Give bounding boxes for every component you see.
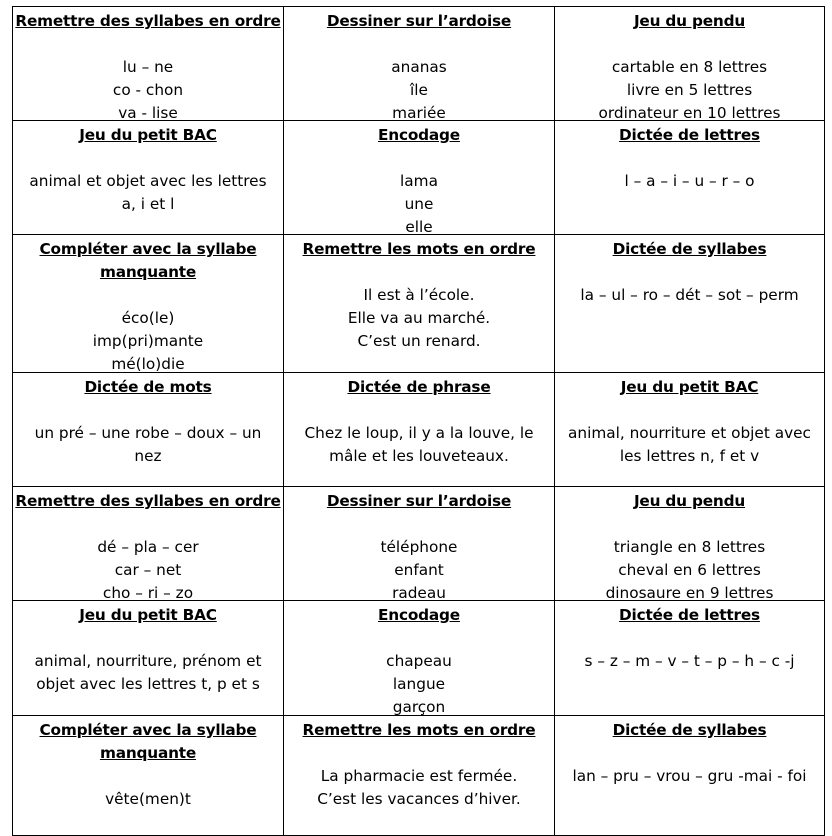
activity-item: lama: [400, 172, 438, 190]
activity-cell-dictee-de-phrase: [284, 373, 555, 487]
activity-item: cartable en 8 lettres: [611, 58, 768, 76]
activity-cell-completer-avec-la-syllabe: [12, 235, 284, 373]
activity-cell-dictee-de-lettres: [555, 121, 825, 235]
activity-item: lan – pru – vrou – gru -mai - foi: [572, 767, 807, 785]
activity-item: ordinateur en 10 lettres: [598, 104, 781, 121]
activity-title: Remettre des syllabes en ordre: [15, 12, 281, 30]
activity-title: Remettre les mots en ordre: [302, 721, 536, 739]
activity-item: chapeau: [386, 652, 452, 670]
activity-cell-dessiner-sur-l-ardoise: [284, 6, 555, 121]
spacer: [284, 147, 554, 170]
activity-item: imp(pri)mante: [92, 332, 204, 350]
activity-item: s – z – m – v – t – p – h – c -j: [584, 652, 795, 670]
activity-item: livre en 5 lettres: [626, 81, 753, 99]
activity-item: île: [410, 81, 428, 99]
activity-title: Encodage: [378, 126, 460, 144]
activity-item: a, i et l: [121, 195, 175, 213]
activity-item: objet avec les lettres t, p et s: [36, 675, 260, 693]
spacer: [555, 261, 824, 284]
spacer: [555, 742, 824, 765]
activity-cell-jeu-du-petit-bac: [12, 601, 284, 716]
activity-item: co - chon: [112, 81, 184, 99]
activity-item: les lettres n, f et v: [619, 447, 760, 465]
activity-item: animal, nourriture, prénom et: [34, 652, 262, 670]
activity-title: Jeu du pendu: [633, 492, 746, 510]
activity-item: l – a – i – u – r – o: [624, 172, 755, 190]
activity-item: va - lise: [118, 104, 178, 121]
activity-title: Dictée de phrase: [347, 378, 491, 396]
spacer: [284, 261, 554, 284]
activity-item: éco(le): [121, 309, 175, 327]
activity-title: Dictée de mots: [84, 378, 212, 396]
activity-cell-encodage: [284, 601, 555, 716]
activity-title: Remettre les mots en ordre: [302, 240, 536, 258]
activity-item: Elle va au marché.: [347, 309, 491, 327]
activity-item: ananas: [391, 58, 447, 76]
activity-title: Compléter avec la syllabe: [39, 721, 257, 739]
activity-title: Dictée de lettres: [619, 606, 760, 624]
activity-item: Chez le loup, il y a la louve, le: [304, 424, 534, 442]
activity-title: Dessiner sur l’ardoise: [326, 12, 512, 30]
activity-item: téléphone: [380, 538, 458, 556]
spacer: [13, 33, 283, 56]
activity-item: la – ul – ro – dét – sot – perm: [580, 286, 799, 304]
spacer: [284, 33, 554, 56]
activity-item: lu – ne: [122, 58, 174, 76]
activity-item: radeau: [392, 584, 446, 601]
spacer: [284, 399, 554, 422]
activity-cell-jeu-du-pendu: [555, 487, 825, 601]
spacer: [555, 33, 824, 56]
activity-item: animal et objet avec les lettres: [29, 172, 267, 190]
activity-item: nez: [134, 447, 162, 465]
activity-item: mariée: [392, 104, 446, 121]
activity-cell-remettre-des-syllabes-en-ordre: [12, 6, 284, 121]
activity-title: manquante: [99, 263, 197, 281]
activity-cell-jeu-du-petit-bac: [12, 121, 284, 235]
activity-title: Jeu du petit BAC: [79, 606, 217, 624]
activity-item: triangle en 8 lettres: [613, 538, 766, 556]
activity-title: Jeu du petit BAC: [79, 126, 217, 144]
activity-title: Compléter avec la syllabe: [39, 240, 257, 258]
activity-cell-jeu-du-pendu: [555, 6, 825, 121]
spacer: [555, 513, 824, 536]
activity-item: enfant: [394, 561, 444, 579]
activity-cell-dictee-de-syllabes: [555, 716, 825, 836]
activity-item: cho – ri – zo: [102, 584, 194, 601]
spacer: [13, 399, 283, 422]
activity-title: Jeu du petit BAC: [620, 378, 759, 396]
activity-cell-remettre-des-syllabes-en-ordre: [12, 487, 284, 601]
activity-item: garçon: [392, 698, 446, 716]
activity-title: Dictée de syllabes: [612, 240, 767, 258]
activity-item: un pré – une robe – doux – un: [34, 424, 262, 442]
activity-table: [12, 6, 825, 836]
spacer: [13, 513, 283, 536]
activity-item: Il est à l’école.: [363, 286, 475, 304]
spacer: [13, 765, 283, 788]
activity-title: Encodage: [378, 606, 460, 624]
spacer: [13, 284, 283, 307]
spacer: [284, 627, 554, 650]
activity-cell-remettre-les-mots-en-ordre: [284, 716, 555, 836]
activity-title: manquante: [99, 744, 197, 762]
activity-title: Dictée de lettres: [619, 126, 760, 144]
activity-item: vête(men)t: [105, 790, 191, 808]
spacer: [284, 742, 554, 765]
spacer: [284, 513, 554, 536]
activity-item: C’est un renard.: [357, 332, 481, 350]
activity-item: mâle et les louveteaux.: [329, 447, 509, 465]
activity-item: dé – pla – cer: [97, 538, 199, 556]
activity-item: cheval en 6 lettres: [618, 561, 761, 579]
activity-cell-dictee-de-syllabes: [555, 235, 825, 373]
spacer: [13, 147, 283, 170]
activity-item: animal, nourriture et objet avec: [568, 424, 811, 442]
activity-item: une: [404, 195, 434, 213]
activity-title: Jeu du pendu: [633, 12, 746, 30]
activity-cell-dictee-de-lettres: [555, 601, 825, 716]
activity-item: elle: [405, 218, 433, 235]
activity-title: Remettre des syllabes en ordre: [15, 492, 281, 510]
spacer: [13, 627, 283, 650]
spacer: [555, 627, 824, 650]
activity-item: langue: [392, 675, 446, 693]
activity-cell-encodage: [284, 121, 555, 235]
activity-cell-dictee-de-mots: [12, 373, 284, 487]
activity-item: mé(lo)die: [111, 355, 185, 373]
activity-title: Dictée de syllabes: [612, 721, 767, 739]
activity-item: La pharmacie est fermée.: [320, 767, 518, 785]
activity-item: dinosaure en 9 lettres: [605, 584, 774, 601]
activity-item: car – net: [114, 561, 182, 579]
activity-cell-jeu-du-petit-bac: [555, 373, 825, 487]
activity-cell-completer-avec-la-syllabe: [12, 716, 284, 836]
activity-cell-dessiner-sur-l-ardoise: [284, 487, 555, 601]
activity-title: Dessiner sur l’ardoise: [326, 492, 512, 510]
spacer: [555, 147, 824, 170]
activity-cell-remettre-les-mots-en-ordre: [284, 235, 555, 373]
activity-item: C’est les vacances d’hiver.: [317, 790, 521, 808]
spacer: [555, 399, 824, 422]
